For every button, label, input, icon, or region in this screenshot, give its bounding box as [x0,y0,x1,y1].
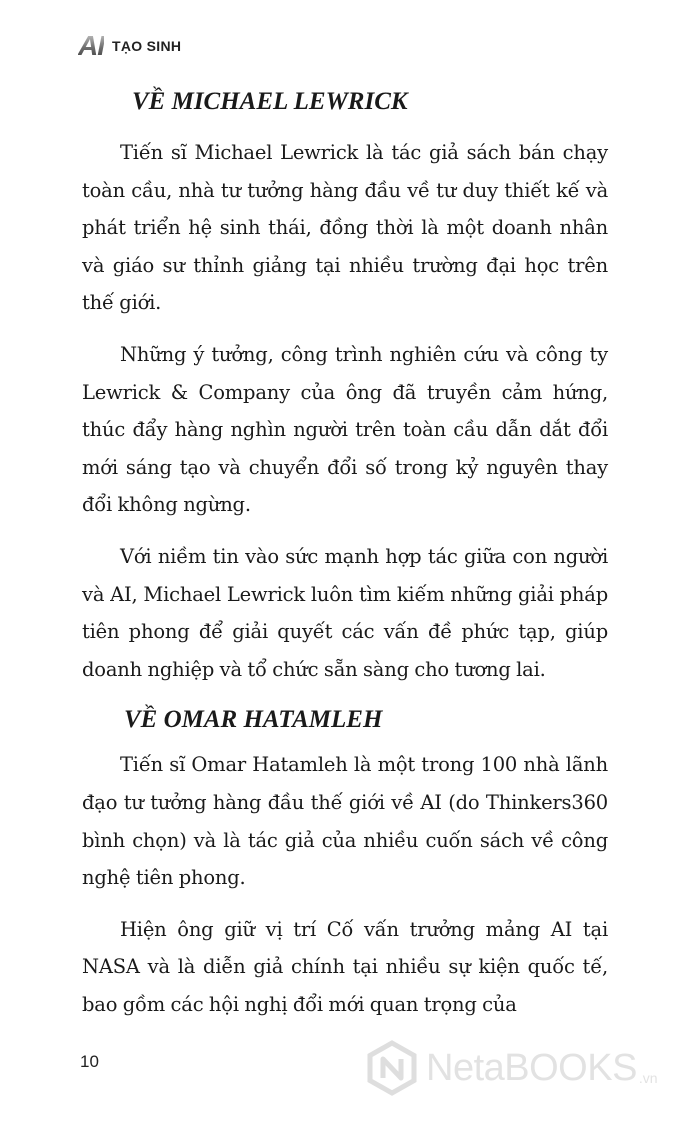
watermark-suffix: .vn [638,1070,658,1086]
netabooks-logo-icon [366,1040,418,1096]
paragraph: Hiện ông giữ vị trí Cố vấn trưởng mảng AI tại NASA và là diễn giả chính tại nhiều sự kiện quốc tế, bao gồm các hội nghị đổi mới quan trọng của [82,917,608,1016]
watermark-brand: NetaBOOKS [426,1046,637,1089]
header-title: TẠO SINH [112,38,182,54]
paragraph: Những ý tưởng, công trình nghiên cứu và công ty Lewrick & Company của ông đã truyền cảm hứng, thúc đẩy hàng nghìn người trên toàn cầu dẫn dắt đổi mới sáng tạo và chuyển đổi số trong kỷ nguyên thay đổi không ngừng. [82,342,608,517]
watermark [366,1040,658,1096]
ai-logo: AI [78,30,104,61]
section-heading-lewrick: VỀ MICHAEL LEWRICK [132,88,408,115]
paragraph: Với niềm tin vào sức mạnh hợp tác giữa con người và AI, Michael Lewrick luôn tìm kiếm những giải pháp tiên phong để giải quyết các vấn đề phức tạp, giúp doanh nghiệp và tổ chức sẵn sàng cho tương lai. [82,544,608,681]
page-number: 10 [80,1052,99,1071]
page-body [82,84,608,1037]
running-header [78,30,181,62]
paragraph: Tiến sĩ Michael Lewrick là tác giả sách bán chạy toàn cầu, nhà tư tưởng hàng đầu về tư duy thiết kế và phát triển hệ sinh thái, đồng thời là một doanh nhân và giáo sư thỉnh giảng tại nhiều trường đại học trên thế giới. [82,141,608,315]
paragraph: Tiến sĩ Omar Hatamleh là một trong 100 nhà lãnh đạo tư tưởng hàng đầu thế giới về AI (do Thinkers360 bình chọn) và là tác giả của nhiều cuốn sách về công nghệ tiên phong. [82,753,608,890]
section-heading-hatamleh: VỀ OMAR HATAMLEH [124,706,383,734]
